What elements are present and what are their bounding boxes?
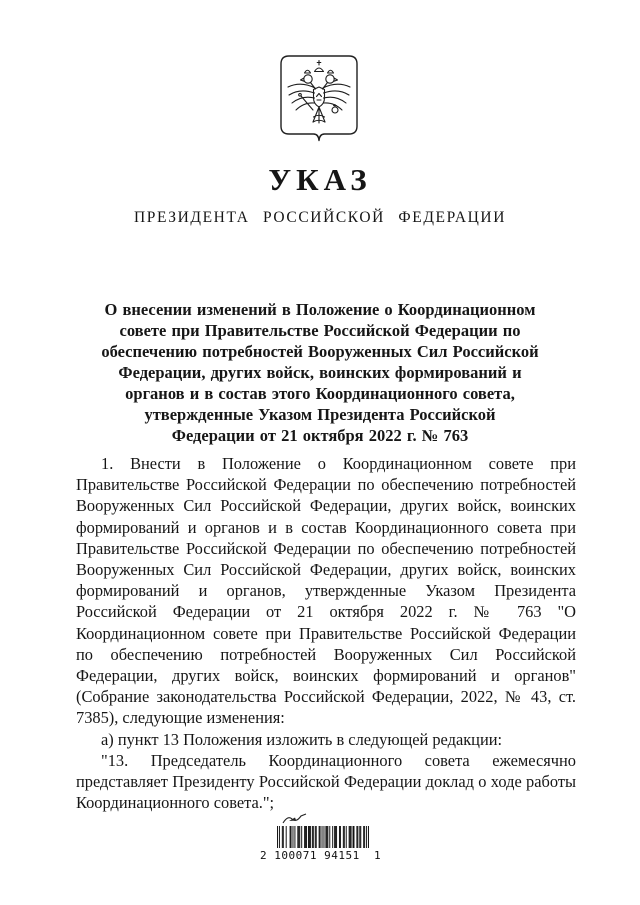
document-title: УКАЗ <box>268 162 372 197</box>
body-paragraph: 1. Внести в Положение о Координационном совете при Правительстве Российской Федерации по обеспечению потребностей Вооруженных Сил Российской Федерации, других войск, воинских формирований и органов и в состав Координационного совета при Правительстве Российской Федерации по обеспечению потребностей Вооруженных Сил Российской Федерации, других войск, воинских формирований и органов, утвержденные Указом Президента Российской Федерации от 21 октября 2022 г. № 763 "О Координационном совете при Правительстве Российской Федерации по обеспечению потребностей Вооруженных Сил Российской Федерации, других войск, воинских формирований и органов" (Собрание законодательства Российской Федерации, 2022, № 43, ст. 7385), следующие изменения: <box>76 454 576 728</box>
decree-subject-heading <box>65 299 575 446</box>
decree-body <box>76 453 576 813</box>
barcode-number: 2 100071 94151 1 <box>260 849 382 862</box>
document-issuer: ПРЕЗИДЕНТА РОССИЙСКОЙ ФЕДЕРАЦИИ <box>133 209 506 226</box>
decree-subject-line: органов и в состав этого Координационного совета, <box>125 384 515 403</box>
decree-subject-line: обеспечению потребностей Вооруженных Сил Российской <box>101 342 539 361</box>
body-paragraph: "13. Председатель Координационного совета ежемесячно представляет Президенту Российской Федерации доклад о ходе работы Координационного совета."; <box>76 750 576 813</box>
barcode-block <box>260 812 390 862</box>
decree-subject-line: Федерации, других войск, воинских формирований и <box>118 363 522 382</box>
barcode-bars <box>277 826 369 848</box>
double-headed-eagle-icon <box>279 54 359 150</box>
decree-subject-line: О внесении изменений в Положение о Координационном <box>104 300 536 319</box>
print-mark-icon <box>280 812 308 825</box>
body-paragraph: а) пункт 13 Положения изложить в следующей редакции: <box>101 729 503 749</box>
decree-subject-line: утвержденные Указом Президента Российской <box>144 405 496 424</box>
decree-subject-line: Федерации от 21 октября 2022 г. № 763 <box>171 426 469 445</box>
coat-of-arms <box>279 54 359 150</box>
decree-subject-line: совете при Правительстве Российской Федерации по <box>119 321 521 340</box>
